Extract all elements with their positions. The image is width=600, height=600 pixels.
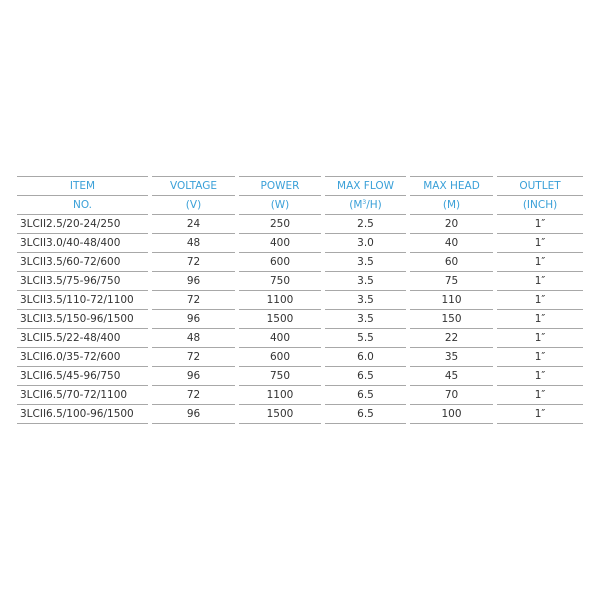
cell-max-head: 35 (410, 348, 493, 367)
cell-item: 3LCII3.5/110-72/1100 (17, 291, 148, 310)
cell-power: 600 (239, 253, 321, 272)
cell-max-head: 70 (410, 386, 493, 405)
cell-item: 3LCII3.5/150-96/1500 (17, 310, 148, 329)
cell-voltage: 96 (152, 367, 235, 386)
cell-power: 1100 (239, 291, 321, 310)
cell-outlet: 1″ (497, 215, 583, 234)
cell-power: 1500 (239, 405, 321, 424)
cell-voltage: 72 (152, 348, 235, 367)
table-row (17, 272, 583, 291)
cell-max-flow: 3.5 (325, 291, 406, 310)
cell-max-flow: 6.5 (325, 367, 406, 386)
cell-max-head: 150 (410, 310, 493, 329)
flow-unit-sup: 3 (362, 199, 367, 206)
table-row (17, 348, 583, 367)
cell-max-flow: 3.0 (325, 234, 406, 253)
flow-unit-suffix: /H) (366, 199, 382, 211)
cell-outlet: 1″ (497, 405, 583, 424)
table-row (17, 405, 583, 424)
cell-voltage: 96 (152, 310, 235, 329)
cell-voltage: 48 (152, 329, 235, 348)
cell-max-head: 22 (410, 329, 493, 348)
cell-max-head: 110 (410, 291, 493, 310)
cell-power: 400 (239, 329, 321, 348)
table-row (17, 253, 583, 272)
header-max-head: MAX HEAD (410, 176, 493, 196)
cell-max-head: 20 (410, 215, 493, 234)
header-row-2 (17, 196, 583, 215)
header-unit-outlet: (INCH) (497, 196, 583, 215)
cell-max-flow: 5.5 (325, 329, 406, 348)
cell-item: 3LCII3.5/60-72/600 (17, 253, 148, 272)
header-item: ITEM (17, 176, 148, 196)
cell-outlet: 1″ (497, 234, 583, 253)
cell-power: 750 (239, 272, 321, 291)
header-outlet: OUTLET (497, 176, 583, 196)
cell-item: 3LCII6.0/35-72/600 (17, 348, 148, 367)
header-row-1 (17, 176, 583, 196)
cell-power: 600 (239, 348, 321, 367)
cell-item: 3LCII6.5/45-96/750 (17, 367, 148, 386)
flow-unit-prefix: (M (349, 199, 363, 211)
table-row (17, 291, 583, 310)
cell-item: 3LCII5.5/22-48/400 (17, 329, 148, 348)
cell-item: 3LCII6.5/100-96/1500 (17, 405, 148, 424)
cell-power: 1500 (239, 310, 321, 329)
cell-max-flow: 6.0 (325, 348, 406, 367)
cell-power: 250 (239, 215, 321, 234)
cell-item: 3LCII6.5/70-72/1100 (17, 386, 148, 405)
cell-voltage: 96 (152, 272, 235, 291)
cell-max-head: 45 (410, 367, 493, 386)
table-row (17, 329, 583, 348)
header-voltage: VOLTAGE (152, 176, 235, 196)
cell-max-flow: 3.5 (325, 253, 406, 272)
cell-outlet: 1″ (497, 291, 583, 310)
cell-max-head: 60 (410, 253, 493, 272)
cell-max-flow: 3.5 (325, 310, 406, 329)
table-body (17, 215, 583, 424)
cell-outlet: 1″ (497, 386, 583, 405)
header-unit-power: (W) (239, 196, 321, 215)
header-unit-item: NO. (17, 196, 148, 215)
table-row (17, 215, 583, 234)
pump-spec-table (13, 176, 587, 424)
cell-outlet: 1″ (497, 367, 583, 386)
header-power: POWER (239, 176, 321, 196)
header-unit-voltage: (V) (152, 196, 235, 215)
table-row (17, 386, 583, 405)
cell-voltage: 72 (152, 386, 235, 405)
cell-outlet: 1″ (497, 310, 583, 329)
cell-max-head: 40 (410, 234, 493, 253)
table-row (17, 234, 583, 253)
cell-voltage: 96 (152, 405, 235, 424)
cell-outlet: 1″ (497, 272, 583, 291)
table-row (17, 367, 583, 386)
cell-voltage: 72 (152, 253, 235, 272)
cell-outlet: 1″ (497, 348, 583, 367)
cell-item: 3LCII3.5/75-96/750 (17, 272, 148, 291)
cell-power: 750 (239, 367, 321, 386)
cell-max-head: 75 (410, 272, 493, 291)
cell-item: 3LCII3.0/40-48/400 (17, 234, 148, 253)
cell-max-flow: 6.5 (325, 405, 406, 424)
cell-power: 400 (239, 234, 321, 253)
header-unit-head: (M) (410, 196, 493, 215)
cell-outlet: 1″ (497, 329, 583, 348)
cell-power: 1100 (239, 386, 321, 405)
header-unit-flow (325, 196, 406, 215)
cell-outlet: 1″ (497, 253, 583, 272)
cell-max-flow: 6.5 (325, 386, 406, 405)
cell-max-flow: 3.5 (325, 272, 406, 291)
cell-voltage: 72 (152, 291, 235, 310)
cell-item: 3LCII2.5/20-24/250 (17, 215, 148, 234)
cell-voltage: 24 (152, 215, 235, 234)
cell-max-flow: 2.5 (325, 215, 406, 234)
cell-max-head: 100 (410, 405, 493, 424)
header-max-flow: MAX FLOW (325, 176, 406, 196)
cell-voltage: 48 (152, 234, 235, 253)
table-row (17, 310, 583, 329)
